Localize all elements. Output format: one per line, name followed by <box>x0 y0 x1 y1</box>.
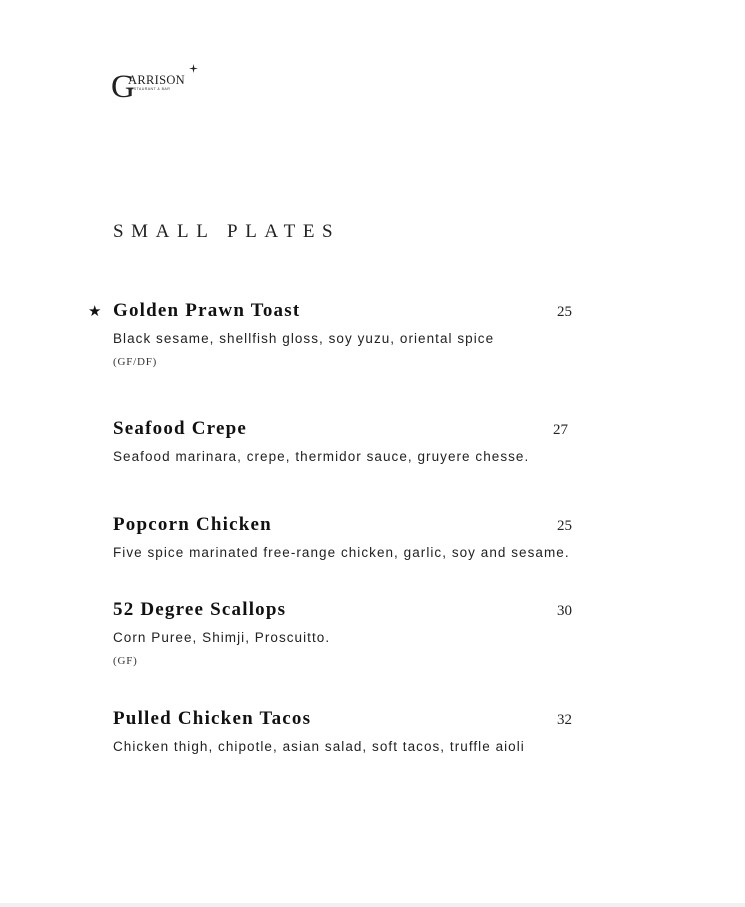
logo-subtitle: RESTAURANT & BAR <box>128 87 171 91</box>
page-bottom-edge <box>0 903 745 907</box>
menu-item-price: 25 <box>557 518 572 534</box>
menu-item-price: 30 <box>557 603 572 619</box>
star-icon: ★ <box>88 302 102 320</box>
sparkle-star-icon <box>189 64 198 73</box>
menu-item-description: Five spice marinated free-range chicken, garlic, soy and sesame. <box>113 545 570 560</box>
menu-item-description: Corn Puree, Shimji, Proscuitto. <box>113 630 331 645</box>
menu-item-name: Popcorn Chicken <box>113 514 272 535</box>
logo-name: ARRISON <box>128 73 185 87</box>
menu-item-description: Chicken thigh, chipotle, asian salad, soft tacos, truffle aioli <box>113 739 525 754</box>
menu-item-price: 27 <box>553 422 568 438</box>
menu-item-dietary-note: (GF/DF) <box>113 356 158 368</box>
menu-item-description: Seafood marinara, crepe, thermidor sauce, gruyere chesse. <box>113 449 530 464</box>
menu-item-name: Golden Prawn Toast <box>113 300 301 321</box>
menu-item-price: 25 <box>557 304 572 320</box>
menu-item-name: 52 Degree Scallops <box>113 599 287 620</box>
section-title: SMALL PLATES <box>113 221 341 242</box>
menu-item-price: 32 <box>557 712 572 728</box>
menu-item-dietary-note: (GF) <box>113 655 138 667</box>
menu-item-description: Black sesame, shellfish gloss, soy yuzu, oriental spice <box>113 331 495 346</box>
logo-initial: G <box>111 69 135 105</box>
menu-item-name: Seafood Crepe <box>113 418 247 439</box>
restaurant-logo <box>111 66 211 106</box>
menu-item-name: Pulled Chicken Tacos <box>113 708 312 729</box>
